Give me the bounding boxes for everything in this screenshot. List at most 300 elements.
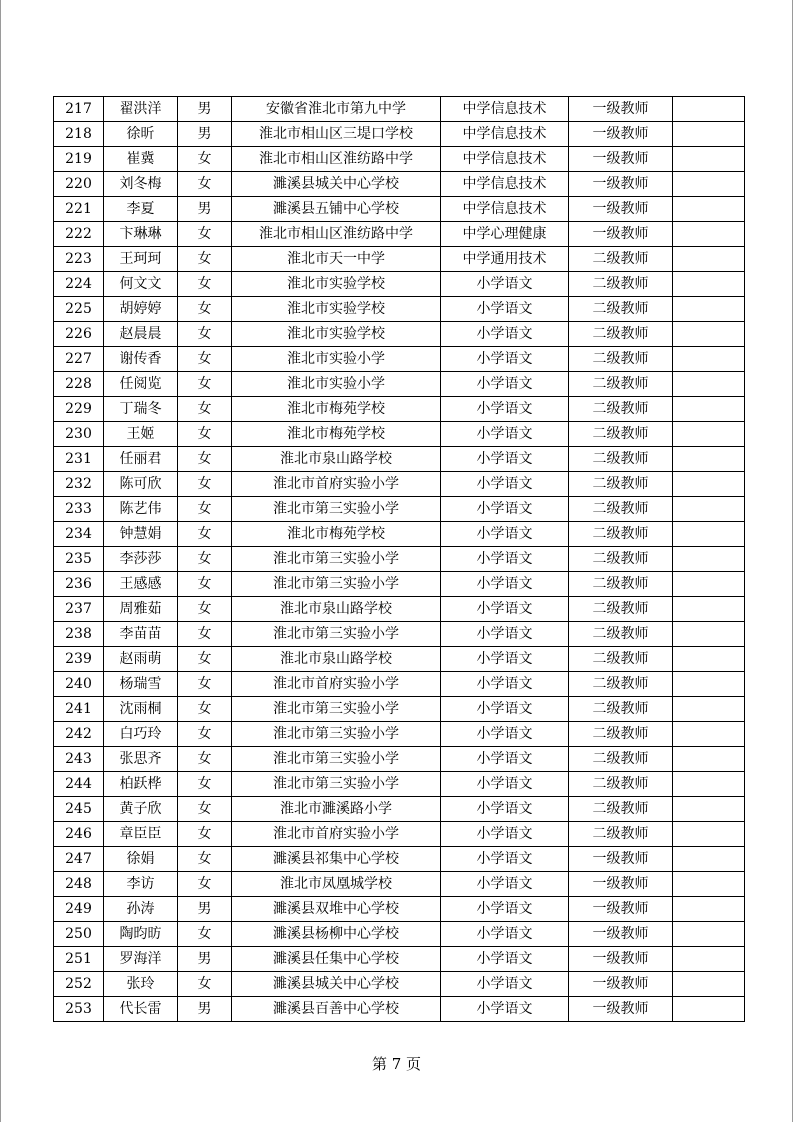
name-cell: 章臣臣 (104, 822, 178, 847)
school-cell: 濉溪县城关中心学校 (232, 972, 441, 997)
title-cell: 二级教师 (569, 597, 673, 622)
school-cell: 淮北市第三实验小学 (232, 572, 441, 597)
subject-cell: 小学语文 (441, 897, 569, 922)
title-cell: 一级教师 (569, 872, 673, 897)
title-cell: 一级教师 (569, 122, 673, 147)
row-number-cell: 227 (54, 347, 104, 372)
note-cell (673, 522, 745, 547)
name-cell: 任阅览 (104, 372, 178, 397)
subject-cell: 小学语文 (441, 947, 569, 972)
title-cell: 二级教师 (569, 347, 673, 372)
row-number-cell: 218 (54, 122, 104, 147)
title-cell: 一级教师 (569, 97, 673, 122)
school-cell: 淮北市梅苑学校 (232, 422, 441, 447)
row-number-cell: 217 (54, 97, 104, 122)
name-cell: 杨瑞雪 (104, 672, 178, 697)
note-cell (673, 272, 745, 297)
school-cell: 淮北市首府实验小学 (232, 672, 441, 697)
note-cell (673, 347, 745, 372)
name-cell: 张玲 (104, 972, 178, 997)
name-cell: 沈雨桐 (104, 697, 178, 722)
school-cell: 淮北市首府实验小学 (232, 472, 441, 497)
table-row (54, 697, 745, 722)
name-cell: 王姬 (104, 422, 178, 447)
note-cell (673, 122, 745, 147)
subject-cell: 小学语文 (441, 547, 569, 572)
gender-cell: 女 (178, 747, 232, 772)
note-cell (673, 622, 745, 647)
note-cell (673, 747, 745, 772)
table-row (54, 247, 745, 272)
table-row (54, 622, 745, 647)
gender-cell: 女 (178, 397, 232, 422)
row-number-cell: 239 (54, 647, 104, 672)
title-cell: 二级教师 (569, 297, 673, 322)
note-cell (673, 472, 745, 497)
gender-cell: 女 (178, 172, 232, 197)
school-cell: 淮北市相山区淮纺路中学 (232, 222, 441, 247)
gender-cell: 女 (178, 372, 232, 397)
name-cell: 任丽君 (104, 447, 178, 472)
subject-cell: 小学语文 (441, 447, 569, 472)
row-number-cell: 250 (54, 922, 104, 947)
table-row (54, 347, 745, 372)
title-cell: 二级教师 (569, 772, 673, 797)
note-cell (673, 572, 745, 597)
gender-cell: 女 (178, 647, 232, 672)
school-cell: 淮北市第三实验小学 (232, 697, 441, 722)
school-cell: 濉溪县双堆中心学校 (232, 897, 441, 922)
row-number-cell: 241 (54, 697, 104, 722)
subject-cell: 小学语文 (441, 472, 569, 497)
title-cell: 二级教师 (569, 647, 673, 672)
subject-cell: 小学语文 (441, 272, 569, 297)
row-number-cell: 246 (54, 822, 104, 847)
table-row (54, 772, 745, 797)
subject-cell: 中学信息技术 (441, 172, 569, 197)
title-cell: 一级教师 (569, 922, 673, 947)
title-cell: 二级教师 (569, 497, 673, 522)
subject-cell: 小学语文 (441, 872, 569, 897)
table-row (54, 822, 745, 847)
school-cell: 淮北市实验小学 (232, 372, 441, 397)
subject-cell: 小学语文 (441, 372, 569, 397)
note-cell (673, 422, 745, 447)
table-row (54, 197, 745, 222)
school-cell: 淮北市濉溪路小学 (232, 797, 441, 822)
gender-cell: 女 (178, 572, 232, 597)
school-cell: 淮北市第三实验小学 (232, 747, 441, 772)
name-cell: 刘冬梅 (104, 172, 178, 197)
gender-cell: 女 (178, 272, 232, 297)
table-row (54, 972, 745, 997)
subject-cell: 小学语文 (441, 497, 569, 522)
gender-cell: 男 (178, 122, 232, 147)
note-cell (673, 447, 745, 472)
school-cell: 濉溪县城关中心学校 (232, 172, 441, 197)
school-cell: 淮北市实验小学 (232, 347, 441, 372)
row-number-cell: 249 (54, 897, 104, 922)
subject-cell: 小学语文 (441, 847, 569, 872)
row-number-cell: 252 (54, 972, 104, 997)
subject-cell: 小学语文 (441, 672, 569, 697)
title-cell: 二级教师 (569, 472, 673, 497)
row-number-cell: 225 (54, 297, 104, 322)
note-cell (673, 97, 745, 122)
note-cell (673, 722, 745, 747)
school-cell: 濉溪县祁集中心学校 (232, 847, 441, 872)
subject-cell: 小学语文 (441, 722, 569, 747)
gender-cell: 女 (178, 922, 232, 947)
note-cell (673, 397, 745, 422)
note-cell (673, 597, 745, 622)
title-cell: 二级教师 (569, 272, 673, 297)
note-cell (673, 772, 745, 797)
note-cell (673, 797, 745, 822)
school-cell: 淮北市梅苑学校 (232, 397, 441, 422)
title-cell: 二级教师 (569, 397, 673, 422)
note-cell (673, 197, 745, 222)
subject-cell: 小学语文 (441, 822, 569, 847)
school-cell: 濉溪县五铺中心学校 (232, 197, 441, 222)
subject-cell: 小学语文 (441, 297, 569, 322)
table-row (54, 297, 745, 322)
row-number-cell: 240 (54, 672, 104, 697)
page-border-left (0, 0, 1, 1122)
name-cell: 周雅茹 (104, 597, 178, 622)
subject-cell: 中学信息技术 (441, 122, 569, 147)
name-cell: 陈艺伟 (104, 497, 178, 522)
name-cell: 张思齐 (104, 747, 178, 772)
table-row (54, 222, 745, 247)
title-cell: 一级教师 (569, 222, 673, 247)
subject-cell: 小学语文 (441, 647, 569, 672)
table-row (54, 497, 745, 522)
school-cell: 淮北市实验学校 (232, 272, 441, 297)
school-cell: 淮北市第三实验小学 (232, 547, 441, 572)
table-row (54, 147, 745, 172)
row-number-cell: 219 (54, 147, 104, 172)
subject-cell: 中学心理健康 (441, 222, 569, 247)
table-row (54, 447, 745, 472)
school-cell: 淮北市第三实验小学 (232, 497, 441, 522)
row-number-cell: 228 (54, 372, 104, 397)
row-number-cell: 238 (54, 622, 104, 647)
note-cell (673, 547, 745, 572)
name-cell: 李莎莎 (104, 547, 178, 572)
table-row (54, 422, 745, 447)
table-row (54, 722, 745, 747)
note-cell (673, 847, 745, 872)
note-cell (673, 922, 745, 947)
subject-cell: 中学信息技术 (441, 197, 569, 222)
gender-cell: 女 (178, 722, 232, 747)
school-cell: 淮北市相山区淮纺路中学 (232, 147, 441, 172)
title-cell: 二级教师 (569, 622, 673, 647)
gender-cell: 女 (178, 322, 232, 347)
name-cell: 陶昀昉 (104, 922, 178, 947)
name-cell: 王珂珂 (104, 247, 178, 272)
name-cell: 谢传香 (104, 347, 178, 372)
row-number-cell: 221 (54, 197, 104, 222)
note-cell (673, 322, 745, 347)
table-row (54, 122, 745, 147)
subject-cell: 中学信息技术 (441, 147, 569, 172)
title-cell: 一级教师 (569, 197, 673, 222)
school-cell: 淮北市梅苑学校 (232, 522, 441, 547)
name-cell: 白巧玲 (104, 722, 178, 747)
title-cell: 二级教师 (569, 697, 673, 722)
table-row (54, 797, 745, 822)
row-number-cell: 231 (54, 447, 104, 472)
title-cell: 二级教师 (569, 322, 673, 347)
table-row (54, 747, 745, 772)
gender-cell: 女 (178, 847, 232, 872)
school-cell: 安徽省淮北市第九中学 (232, 97, 441, 122)
title-cell: 二级教师 (569, 422, 673, 447)
table-row (54, 397, 745, 422)
subject-cell: 小学语文 (441, 422, 569, 447)
table-row (54, 322, 745, 347)
school-cell: 濉溪县杨柳中心学校 (232, 922, 441, 947)
note-cell (673, 947, 745, 972)
gender-cell: 女 (178, 147, 232, 172)
title-cell: 二级教师 (569, 372, 673, 397)
table-row (54, 647, 745, 672)
gender-cell: 女 (178, 972, 232, 997)
gender-cell: 女 (178, 472, 232, 497)
row-number-cell: 247 (54, 847, 104, 872)
gender-cell: 男 (178, 947, 232, 972)
table-row (54, 97, 745, 122)
subject-cell: 小学语文 (441, 522, 569, 547)
subject-cell: 小学语文 (441, 772, 569, 797)
school-cell: 淮北市凤凰城学校 (232, 872, 441, 897)
subject-cell: 小学语文 (441, 697, 569, 722)
title-cell: 二级教师 (569, 522, 673, 547)
gender-cell: 女 (178, 872, 232, 897)
note-cell (673, 897, 745, 922)
title-cell: 一级教师 (569, 847, 673, 872)
school-cell: 淮北市泉山路学校 (232, 447, 441, 472)
gender-cell: 女 (178, 347, 232, 372)
title-cell: 二级教师 (569, 722, 673, 747)
table-row (54, 947, 745, 972)
subject-cell: 小学语文 (441, 347, 569, 372)
name-cell: 翟洪洋 (104, 97, 178, 122)
subject-cell: 小学语文 (441, 597, 569, 622)
gender-cell: 男 (178, 897, 232, 922)
name-cell: 徐昕 (104, 122, 178, 147)
gender-cell: 女 (178, 622, 232, 647)
title-cell: 一级教师 (569, 947, 673, 972)
school-cell: 淮北市第三实验小学 (232, 722, 441, 747)
school-cell: 淮北市实验学校 (232, 297, 441, 322)
name-cell: 卞琳琳 (104, 222, 178, 247)
table-row (54, 672, 745, 697)
school-cell: 淮北市首府实验小学 (232, 822, 441, 847)
row-number-cell: 234 (54, 522, 104, 547)
gender-cell: 女 (178, 422, 232, 447)
row-number-cell: 245 (54, 797, 104, 822)
school-cell: 淮北市第三实验小学 (232, 772, 441, 797)
table-row (54, 997, 745, 1022)
subject-cell: 小学语文 (441, 922, 569, 947)
table-row (54, 547, 745, 572)
table-row (54, 272, 745, 297)
name-cell: 赵雨萌 (104, 647, 178, 672)
subject-cell: 小学语文 (441, 622, 569, 647)
subject-cell: 小学语文 (441, 972, 569, 997)
row-number-cell: 251 (54, 947, 104, 972)
page-number: 第 7 页 (371, 1055, 422, 1073)
table-row (54, 372, 745, 397)
gender-cell: 男 (178, 97, 232, 122)
school-cell: 淮北市泉山路学校 (232, 647, 441, 672)
note-cell (673, 997, 745, 1022)
roster-body (54, 97, 745, 1022)
gender-cell: 女 (178, 522, 232, 547)
gender-cell: 女 (178, 547, 232, 572)
table-row (54, 522, 745, 547)
row-number-cell: 226 (54, 322, 104, 347)
table-row (54, 472, 745, 497)
subject-cell: 小学语文 (441, 997, 569, 1022)
note-cell (673, 972, 745, 997)
school-cell: 淮北市实验学校 (232, 322, 441, 347)
table-row (54, 847, 745, 872)
teacher-roster-table (53, 96, 745, 1022)
gender-cell: 女 (178, 697, 232, 722)
note-cell (673, 497, 745, 522)
row-number-cell: 223 (54, 247, 104, 272)
row-number-cell: 220 (54, 172, 104, 197)
subject-cell: 小学语文 (441, 572, 569, 597)
note-cell (673, 697, 745, 722)
title-cell: 二级教师 (569, 247, 673, 272)
note-cell (673, 147, 745, 172)
note-cell (673, 672, 745, 697)
name-cell: 黄子欣 (104, 797, 178, 822)
gender-cell: 女 (178, 247, 232, 272)
subject-cell: 中学信息技术 (441, 97, 569, 122)
row-number-cell: 235 (54, 547, 104, 572)
name-cell: 何文文 (104, 272, 178, 297)
school-cell: 濉溪县百善中心学校 (232, 997, 441, 1022)
note-cell (673, 222, 745, 247)
gender-cell: 女 (178, 597, 232, 622)
note-cell (673, 372, 745, 397)
subject-cell: 中学通用技术 (441, 247, 569, 272)
title-cell: 二级教师 (569, 797, 673, 822)
row-number-cell: 230 (54, 422, 104, 447)
gender-cell: 女 (178, 447, 232, 472)
gender-cell: 女 (178, 497, 232, 522)
name-cell: 代长雷 (104, 997, 178, 1022)
gender-cell: 男 (178, 197, 232, 222)
row-number-cell: 237 (54, 597, 104, 622)
note-cell (673, 647, 745, 672)
name-cell: 罗海洋 (104, 947, 178, 972)
table-row (54, 572, 745, 597)
school-cell: 淮北市泉山路学校 (232, 597, 441, 622)
note-cell (673, 172, 745, 197)
title-cell: 二级教师 (569, 672, 673, 697)
row-number-cell: 222 (54, 222, 104, 247)
table-row (54, 172, 745, 197)
gender-cell: 男 (178, 997, 232, 1022)
school-cell: 濉溪县任集中心学校 (232, 947, 441, 972)
title-cell: 二级教师 (569, 822, 673, 847)
gender-cell: 女 (178, 222, 232, 247)
name-cell: 钟慧娟 (104, 522, 178, 547)
name-cell: 李访 (104, 872, 178, 897)
row-number-cell: 248 (54, 872, 104, 897)
name-cell: 胡婷婷 (104, 297, 178, 322)
subject-cell: 小学语文 (441, 797, 569, 822)
table-row (54, 897, 745, 922)
subject-cell: 小学语文 (441, 397, 569, 422)
name-cell: 柏跃桦 (104, 772, 178, 797)
row-number-cell: 244 (54, 772, 104, 797)
gender-cell: 女 (178, 672, 232, 697)
note-cell (673, 247, 745, 272)
note-cell (673, 297, 745, 322)
name-cell: 李夏 (104, 197, 178, 222)
name-cell: 李苗苗 (104, 622, 178, 647)
note-cell (673, 822, 745, 847)
table-row (54, 922, 745, 947)
name-cell: 赵晨晨 (104, 322, 178, 347)
gender-cell: 女 (178, 297, 232, 322)
title-cell: 一级教师 (569, 172, 673, 197)
name-cell: 王感感 (104, 572, 178, 597)
row-number-cell: 233 (54, 497, 104, 522)
name-cell: 丁瑞冬 (104, 397, 178, 422)
title-cell: 二级教师 (569, 547, 673, 572)
row-number-cell: 232 (54, 472, 104, 497)
title-cell: 一级教师 (569, 972, 673, 997)
title-cell: 一级教师 (569, 897, 673, 922)
subject-cell: 小学语文 (441, 747, 569, 772)
title-cell: 一级教师 (569, 147, 673, 172)
title-cell: 二级教师 (569, 572, 673, 597)
school-cell: 淮北市第三实验小学 (232, 622, 441, 647)
row-number-cell: 224 (54, 272, 104, 297)
row-number-cell: 242 (54, 722, 104, 747)
table-row (54, 597, 745, 622)
name-cell: 陈可欣 (104, 472, 178, 497)
school-cell: 淮北市相山区三堤口学校 (232, 122, 441, 147)
title-cell: 二级教师 (569, 447, 673, 472)
row-number-cell: 236 (54, 572, 104, 597)
row-number-cell: 253 (54, 997, 104, 1022)
subject-cell: 小学语文 (441, 322, 569, 347)
row-number-cell: 229 (54, 397, 104, 422)
title-cell: 二级教师 (569, 747, 673, 772)
note-cell (673, 872, 745, 897)
title-cell: 一级教师 (569, 997, 673, 1022)
table-row (54, 872, 745, 897)
gender-cell: 女 (178, 822, 232, 847)
gender-cell: 女 (178, 797, 232, 822)
school-cell: 淮北市天一中学 (232, 247, 441, 272)
gender-cell: 女 (178, 772, 232, 797)
name-cell: 孙涛 (104, 897, 178, 922)
name-cell: 徐娟 (104, 847, 178, 872)
row-number-cell: 243 (54, 747, 104, 772)
name-cell: 崔冀 (104, 147, 178, 172)
